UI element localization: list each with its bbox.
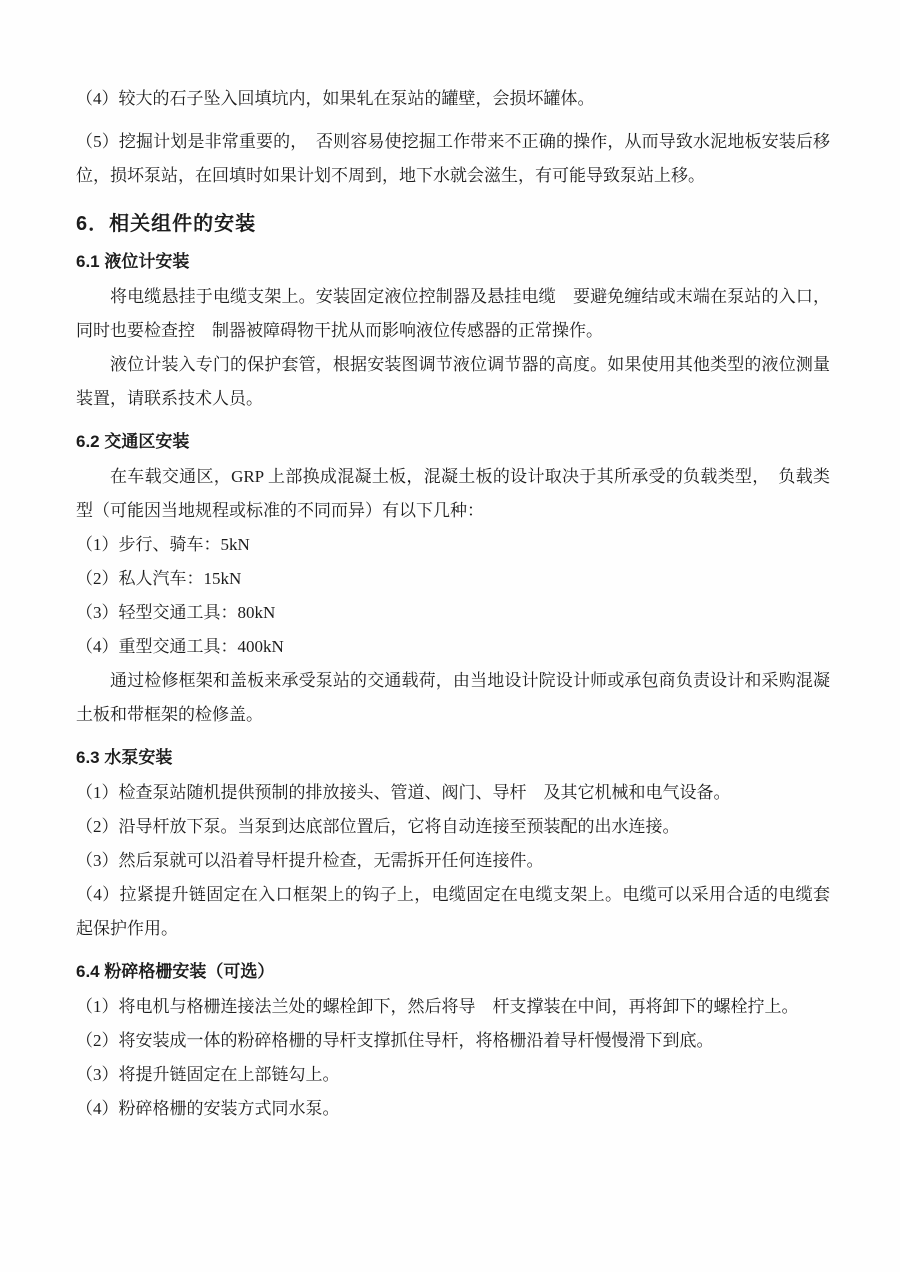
section-heading: 6．相关组件的安装 bbox=[76, 213, 257, 235]
list-item: （1）将电机与格栅连接法兰处的螺栓卸下，然后将导 杆支撑装在中间，再将卸下的螺栓拧上。 bbox=[76, 997, 799, 1016]
list-item: （2）将安装成一体的粉碎格栅的导杆支撑抓住导杆，将格栅沿着导杆慢慢滑下到底。 bbox=[76, 1031, 714, 1050]
list-item: （3）然后泵就可以沿着导杆提升检查，无需拆开任何连接件。 bbox=[76, 851, 544, 870]
list-item: （2）私人汽车：15kN bbox=[76, 569, 242, 588]
numbered-paragraph-4: （4）较大的石子坠入回填坑内，如果轧在泵站的罐壁，会损坏罐体。 bbox=[76, 89, 595, 108]
list-item: （1）步行、骑车：5kN bbox=[76, 535, 250, 554]
paragraph: 在车载交通区，GRP 上部换成混凝土板，混凝土板的设计取决于其所承受的负载类型， 负载类型（可能因当地规程或标准的不同而异）有以下几种： bbox=[76, 467, 830, 520]
list-item: （3）将提升链固定在上部链勾上。 bbox=[76, 1065, 340, 1084]
numbered-paragraph-5: （5）挖掘计划是非常重要的， 否则容易使挖掘工作带来不正确的操作，从而导致水泥地板安装后移位，损坏泵站，在回填时如果计划不周到，地下水就会滋生，有可能导致泵站上移。 bbox=[76, 132, 830, 185]
paragraph: 通过检修框架和盖板来承受泵站的交通载荷，由当地设计院设计师或承包商负责设计和采购混凝土板和带框架的检修盖。 bbox=[76, 671, 830, 724]
subsection-heading-6-1: 6.1 液位计安装 bbox=[76, 252, 190, 271]
list-item: （3）轻型交通工具：80kN bbox=[76, 603, 276, 622]
paragraph: 将电缆悬挂于电缆支架上。安装固定液位控制器及悬挂电缆 要避免缠结或末端在泵站的入口，同时也要检查控 制器被障碍物干扰从而影响液位传感器的正常操作。 bbox=[76, 287, 830, 340]
paragraph: 液位计装入专门的保护套管，根据安装图调节液位调节器的高度。如果使用其他类型的液位测量装置，请联系技术人员。 bbox=[76, 355, 830, 408]
list-item: （4）拉紧提升链固定在入口框架上的钩子上，电缆固定在电缆支架上。电缆可以采用合适的电缆套起保护作用。 bbox=[76, 885, 830, 938]
subsection-heading-6-4: 6.4 粉碎格栅安装（可选） bbox=[76, 962, 275, 981]
list-item: （4）重型交通工具：400kN bbox=[76, 637, 284, 656]
subsection-heading-6-2: 6.2 交通区安装 bbox=[76, 432, 190, 451]
list-item: （2）沿导杆放下泵。当泵到达底部位置后，它将自动连接至预装配的出水连接。 bbox=[76, 817, 680, 836]
subsection-heading-6-3: 6.3 水泵安装 bbox=[76, 748, 173, 767]
list-item: （1）检查泵站随机提供预制的排放接头、管道、阀门、导杆 及其它机械和电气设备。 bbox=[76, 783, 731, 802]
list-item: （4）粉碎格栅的安装方式同水泵。 bbox=[76, 1099, 340, 1118]
